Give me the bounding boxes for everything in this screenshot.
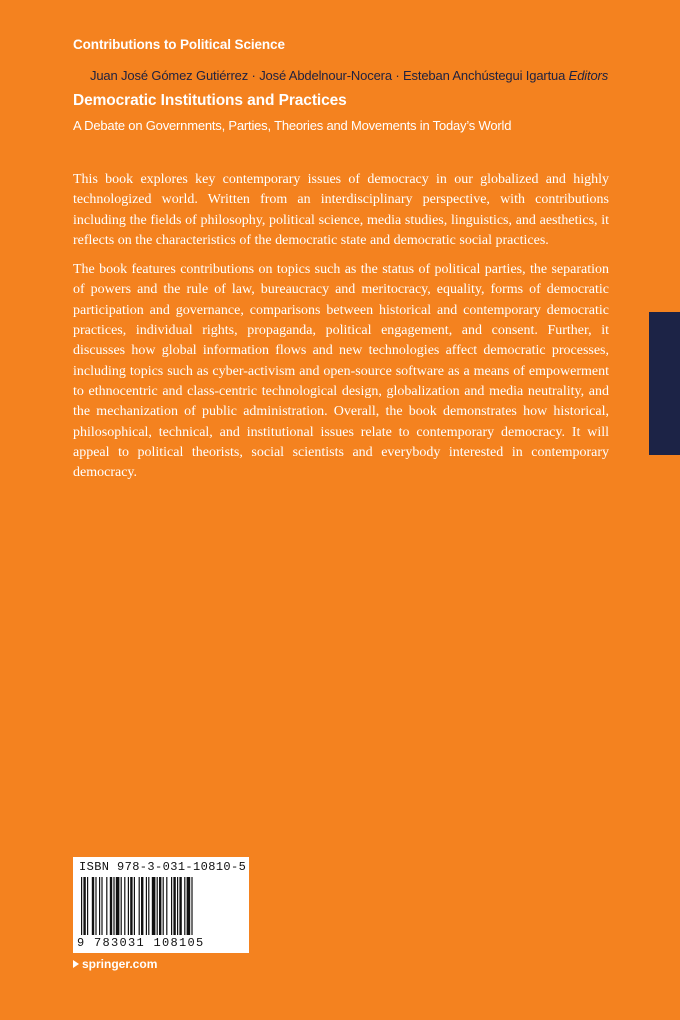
barcode-bar [171, 877, 172, 935]
side-color-tab [649, 312, 680, 455]
barcode-bar [95, 877, 96, 935]
barcode-bar [106, 877, 107, 935]
barcode-bar [134, 877, 135, 935]
barcode-bar [130, 877, 132, 935]
publisher-link[interactable] [73, 957, 157, 971]
barcode-bar [121, 877, 122, 935]
barcode-box [73, 857, 249, 953]
barcode-digits: 9 783031 108105 [77, 936, 205, 950]
editors-role: Editors [568, 68, 609, 83]
barcode-bar [99, 877, 100, 935]
barcode-bar [124, 877, 125, 935]
barcode-bar [116, 877, 120, 935]
barcode-bar [146, 877, 147, 935]
barcode-bar [159, 877, 161, 935]
series-name: Contributions to Political Science [73, 37, 285, 52]
barcode-bar [179, 877, 181, 935]
barcode-bar [163, 877, 164, 935]
barcode-bar [141, 877, 143, 935]
barcode-bar [148, 877, 149, 935]
barcode-bar [184, 877, 185, 935]
book-title: Democratic Institutions and Practices [73, 92, 347, 109]
barcode-bar [92, 877, 94, 935]
publisher-link-label: springer.com [82, 957, 158, 971]
description-paragraph-1: This book explores key contemporary issues of democracy in our globalized and highly technologized world. Written from an interdisciplinary perspective, with contributions including the fields of philosophy, political science, media studies, linguistics, and aesthetics, it reflects on the characteristics of the democratic state and democratic social practices. [73, 172, 609, 248]
barcode-bar [166, 877, 167, 935]
barcode-bar [87, 877, 88, 935]
barcode-bar [177, 877, 178, 935]
description-paragraph-2: The book features contributions on topics such as the status of political parties, the separation of powers and the rule of law, bureaucracy and meritocracy, equality, forms of democratic participation and governance, comparisons between historical and contemporary democratic practices, individual rights, propaganda, political engagement, and consent. Further, it discusses how global information flows and new technologies affect democratic processes, including topics such as cyber-activism and open-source software as a means of empowerment to ethnocentric and class-centric technological design, globalization and media neutrality, and the mechanization of public administration. Overall, the book demonstrates how historical, philosophical, technical, and institutional issues relate to contemporary democracy. It will appeal to political theorists, social scientists and everybody interested in contemporary democracy. [73, 262, 609, 481]
book-subtitle: A Debate on Governments, Parties, Theories and Movements in Today’s World [73, 118, 512, 133]
barcode-bar [187, 877, 191, 935]
editors-line [90, 68, 608, 83]
isbn-label: ISBN 978-3-031-10810-5 [79, 860, 247, 874]
barcode-bar [110, 877, 112, 935]
barcode-bar [152, 877, 156, 935]
barcode-bar [81, 877, 82, 935]
barcode-bar [113, 877, 114, 935]
editor-names: Juan José Gómez Gutiérrez · José Abdelnour-Nocera · Esteban Anchústegui Igartua [90, 68, 566, 83]
barcode-bar [173, 877, 175, 935]
barcode-bar [128, 877, 129, 935]
barcode-bars [79, 877, 243, 935]
arrow-right-icon [73, 960, 79, 968]
barcode-bar [83, 877, 85, 935]
barcode-bar [139, 877, 140, 935]
barcode-bar [101, 877, 102, 935]
barcode-bar [191, 877, 192, 935]
book-description [73, 170, 609, 492]
barcode-bar [157, 877, 158, 935]
